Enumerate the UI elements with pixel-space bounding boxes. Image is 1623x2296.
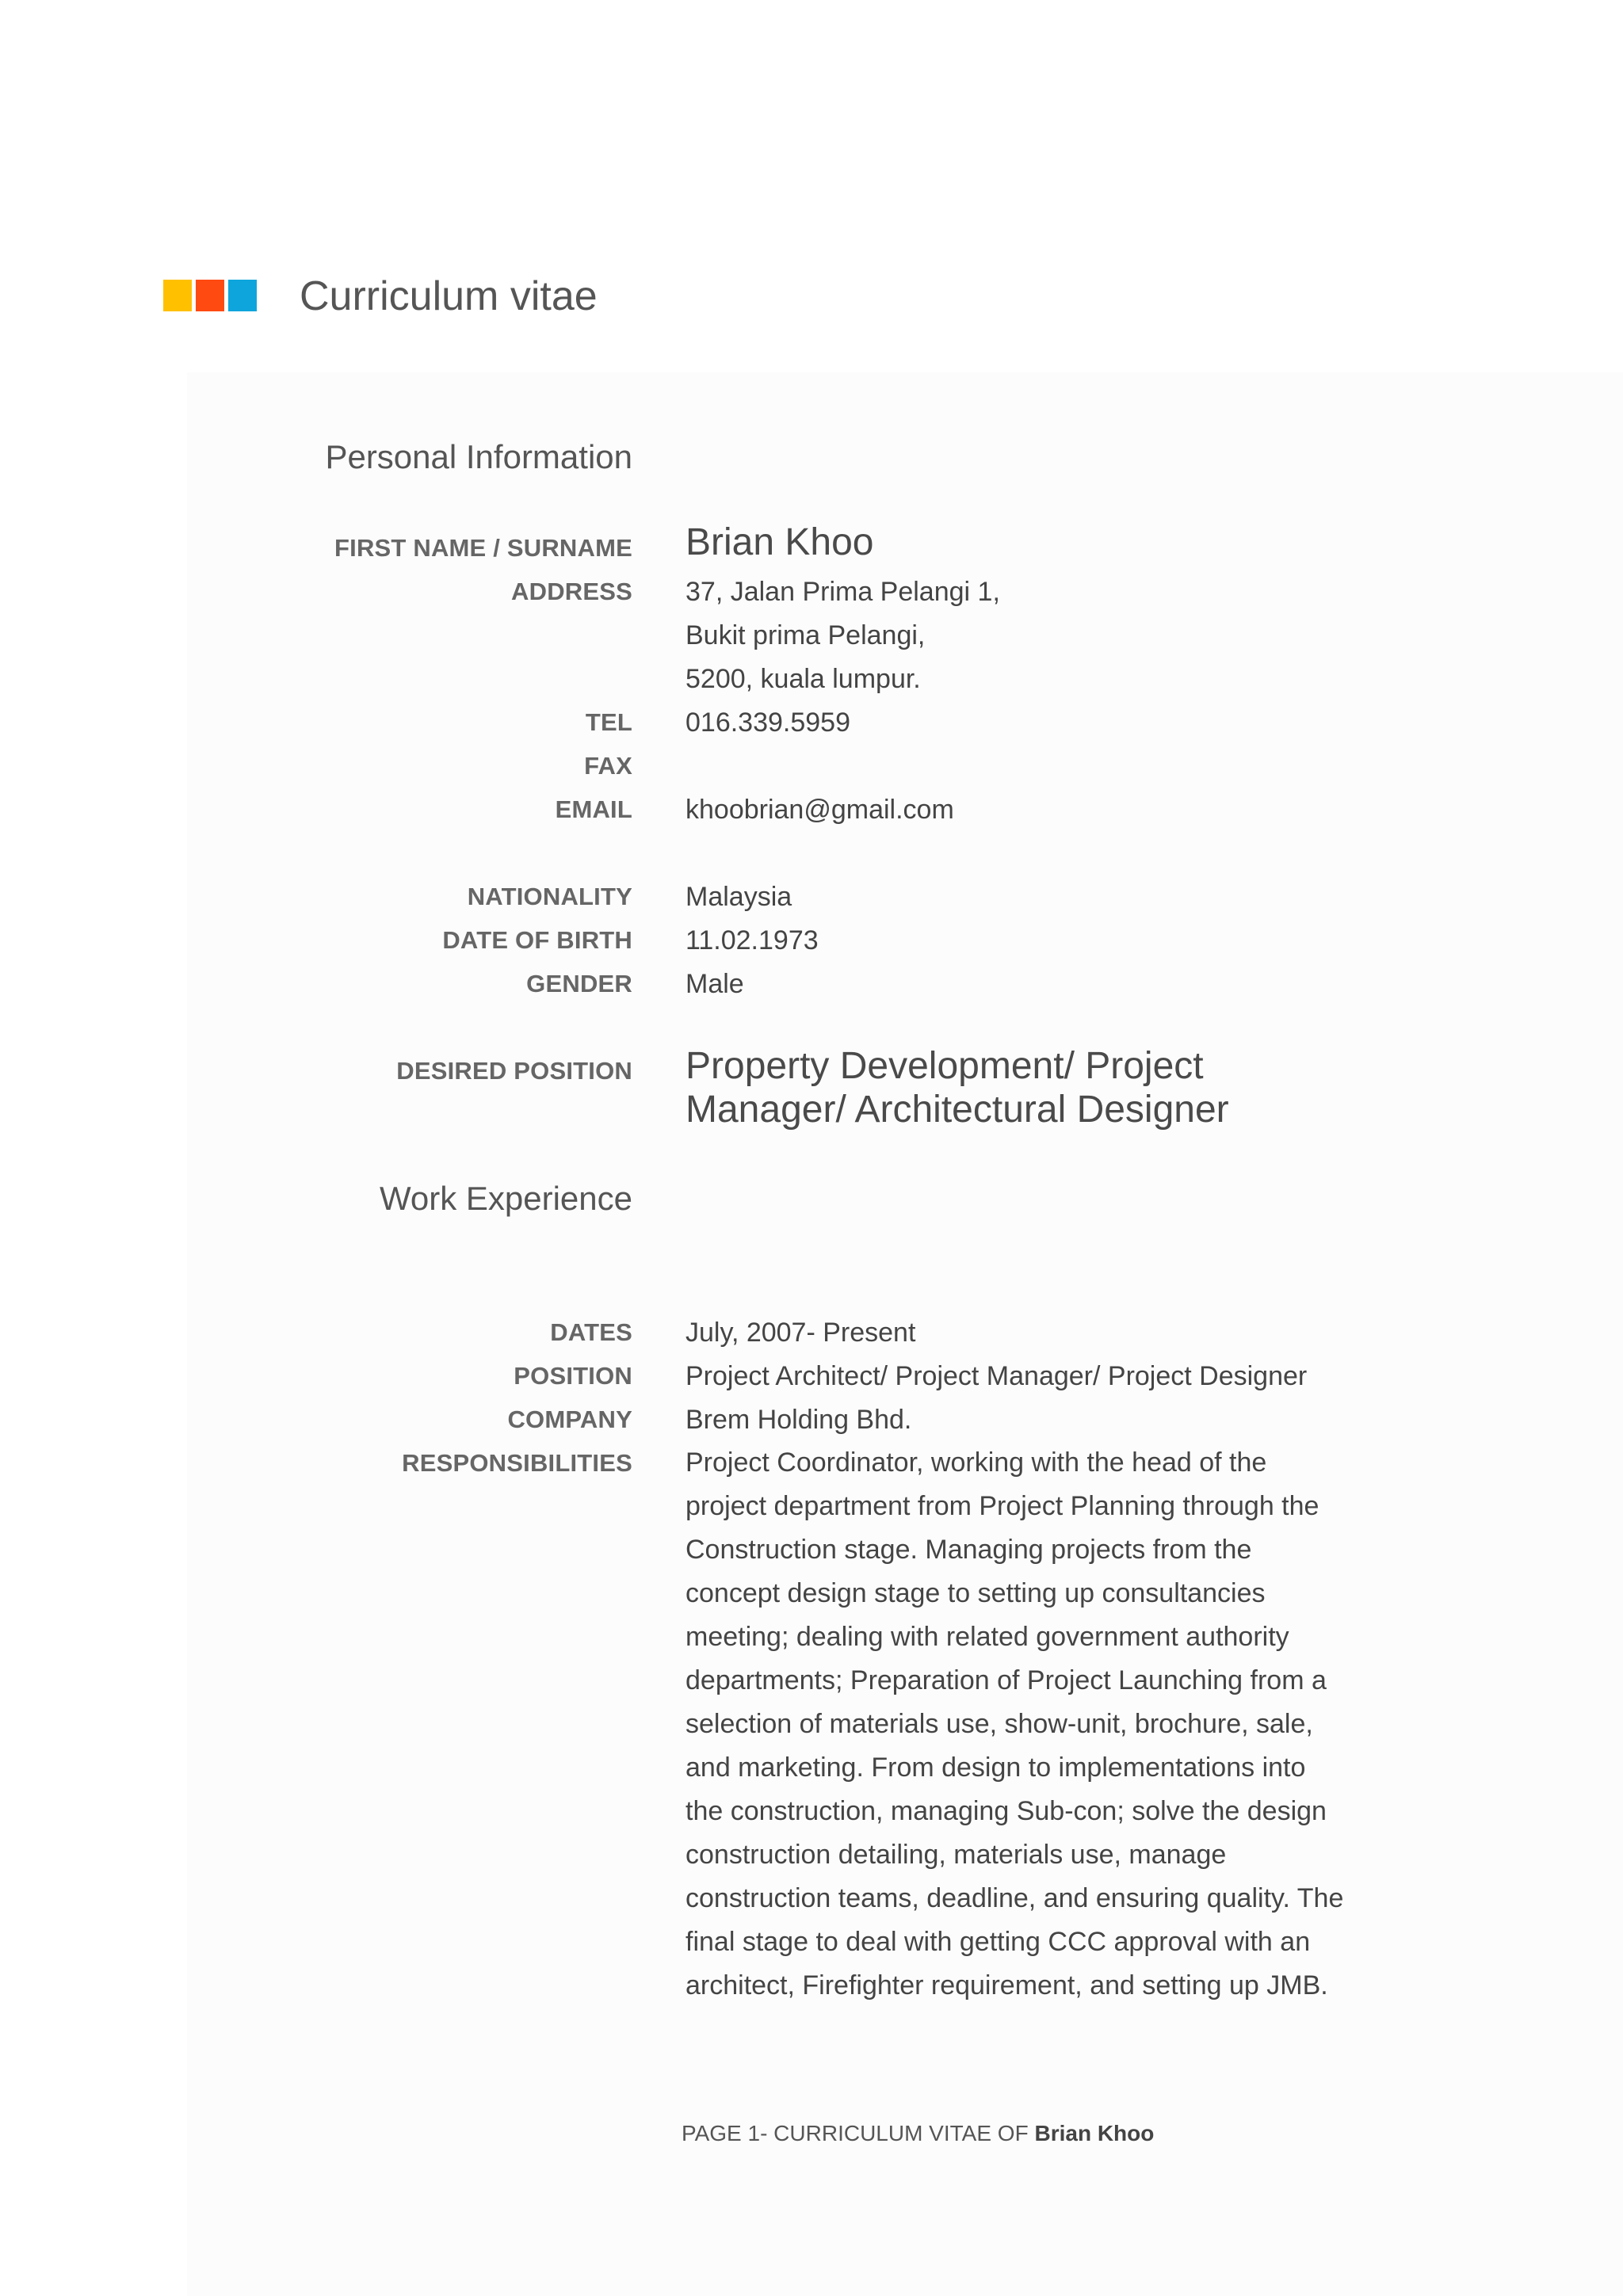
- address-label: ADDRESS: [511, 578, 632, 605]
- position-value: Project Architect/ Project Manager/ Project Designer: [685, 1361, 1308, 1391]
- gender-label: GENDER: [526, 970, 632, 997]
- name-value: Brian Khoo: [685, 521, 874, 563]
- address-line-3: 5200, kuala lumpur.: [685, 664, 921, 694]
- footer-name: Brian Khoo: [1034, 2121, 1155, 2145]
- responsibility-line: Construction stage. Managing projects from the: [685, 1535, 1252, 1565]
- yellow-square-icon: [163, 280, 192, 311]
- responsibilities-text: [685, 1441, 1383, 2008]
- responsibility-line: selection of materials use, show-unit, brochure, sale,: [685, 1709, 1313, 1739]
- personal-information-heading: Personal Information: [325, 438, 632, 475]
- desired-position-label: DESIRED POSITION: [396, 1057, 632, 1085]
- gender-value: Male: [685, 969, 744, 999]
- address-line-1: 37, Jalan Prima Pelangi 1,: [685, 577, 1000, 607]
- email-label: EMAIL: [555, 795, 632, 823]
- dates-label: DATES: [550, 1318, 632, 1346]
- responsibility-line: Project Coordinator, working with the head of the: [685, 1447, 1267, 1478]
- responsibility-line: project department from Project Planning through the: [685, 1491, 1319, 1521]
- logo-squares: [163, 280, 257, 311]
- company-label: COMPANY: [507, 1405, 632, 1433]
- responsibility-line: departments; Preparation of Project Launching from a: [685, 1665, 1327, 1695]
- responsibility-line: architect, Firefighter requirement, and setting up JMB.: [685, 1970, 1328, 2000]
- page-footer: [682, 2118, 1154, 2149]
- responsibilities-label: RESPONSIBILITIES: [402, 1449, 632, 1477]
- company-value: Brem Holding Bhd.: [685, 1405, 912, 1435]
- responsibility-line: construction teams, deadline, and ensuring quality. The: [685, 1883, 1344, 1913]
- desired-position-line-2: Manager/ Architectural Designer: [685, 1089, 1229, 1131]
- tel-value: 016.339.5959: [685, 707, 850, 738]
- dob-label: DATE OF BIRTH: [442, 926, 632, 954]
- tel-label: TEL: [585, 708, 632, 736]
- document-title: Curriculum vitae: [300, 273, 598, 319]
- nationality-value: Malaysia: [685, 882, 792, 912]
- responsibility-line: construction detailing, materials use, manage: [685, 1840, 1227, 1870]
- responsibility-line: final stage to deal with getting CCC approval with an: [685, 1927, 1311, 1957]
- name-label: FIRST NAME / SURNAME: [334, 534, 632, 562]
- email-value: khoobrian@gmail.com: [685, 795, 954, 825]
- blue-square-icon: [228, 280, 257, 311]
- orange-square-icon: [196, 280, 224, 311]
- nationality-label: NATIONALITY: [467, 883, 632, 910]
- footer-prefix: PAGE 1- CURRICULUM VITAE OF: [682, 2121, 1035, 2145]
- dob-value: 11.02.1973: [685, 925, 819, 955]
- work-experience-heading: Work Experience: [379, 1180, 632, 1217]
- dates-value: July, 2007- Present: [685, 1318, 916, 1348]
- fax-label: FAX: [584, 752, 632, 780]
- responsibility-line: meeting; dealing with related government authority: [685, 1622, 1289, 1652]
- responsibility-line: concept design stage to setting up consultancies: [685, 1578, 1266, 1608]
- responsibility-line: the construction, managing Sub-con; solve the design: [685, 1796, 1327, 1826]
- responsibility-line: and marketing. From design to implementations into: [685, 1753, 1306, 1783]
- position-label: POSITION: [514, 1362, 632, 1390]
- desired-position-line-1: Property Development/ Project: [685, 1045, 1204, 1087]
- address-line-2: Bukit prima Pelangi,: [685, 620, 926, 650]
